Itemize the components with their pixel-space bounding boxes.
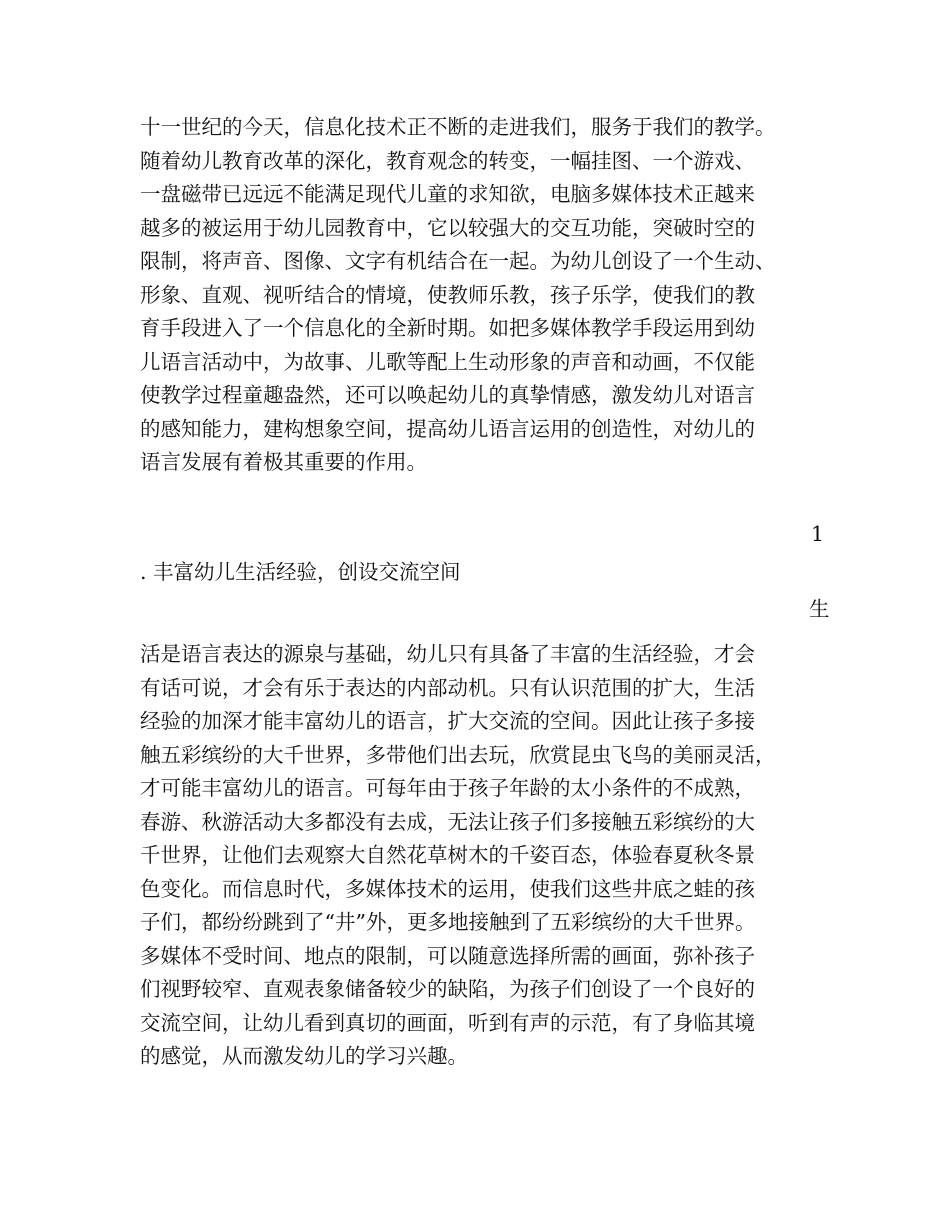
text-line: 的感知能力，建构想象空间，提高幼儿语言运用的创造性，对幼儿的 xyxy=(140,416,755,441)
text-line: 育手段进入了一个信息化的全新时期。如把多媒体教学手段运用到幼 xyxy=(140,316,755,340)
text-line: 春游、秋游活动大多都没有去成，无法让孩子们多接触五彩缤纷的大 xyxy=(140,809,755,834)
text-line: 活是语言表达的源泉与基础，幼儿只有具备了丰富的生活经验，才会 xyxy=(140,642,755,666)
section-heading: . 丰富幼儿生活经验，创设交流空间 xyxy=(140,560,461,584)
text-line: 限制，将声音、图像、文字有机结合在一起。为幼儿创设了一个生动、 xyxy=(140,249,776,273)
text-line: 触五彩缤纷的大千世界，多带他们出去玩，欣赏昆虫飞鸟的美丽灵活， xyxy=(140,742,776,767)
text-line: 多媒体不受时间、地点的限制，可以随意选择所需的画面，弥补孩子 xyxy=(140,943,755,968)
text-line: 子们，都纷纷跳到了“井”外，更多地接触到了五彩缤纷的大千世界。 xyxy=(140,910,756,934)
text-line: 才可能丰富幼儿的语言。可每年由于孩子年龄的太小条件的不成熟， xyxy=(140,776,755,800)
text-line: 使教学过程童趣盎然，还可以唤起幼儿的真挚情感，激发幼儿对语言 xyxy=(140,383,755,407)
text-line: 十一世纪的今天，信息化技术正不断的走进我们，服务于我们的教学。 xyxy=(140,115,776,139)
text-line: 形象、直观、视听结合的情境，使教师乐教，孩子乐学，使我们的教 xyxy=(140,282,755,307)
margin-character: 生 xyxy=(809,597,830,621)
paragraph-intro xyxy=(140,111,820,480)
text-line: 随着幼儿教育改革的深化，教育观念的转变，一幅挂图、一个游戏、 xyxy=(140,148,755,173)
text-line: 越多的被运用于幼儿园教育中，它以较强大的交互功能，突破时空的 xyxy=(140,215,755,240)
text-line: 色变化。而信息时代，多媒体技术的运用，使我们这些井底之蛙的孩 xyxy=(140,876,755,901)
text-line: 儿语言活动中，为故事、儿歌等配上生动形象的声音和动画，不仅能 xyxy=(140,349,755,374)
text-line: 交流空间，让幼儿看到真切的画面，听到有声的示范，有了身临其境 xyxy=(140,1010,755,1035)
text-line: 的感觉，从而激发幼儿的学习兴趣。 xyxy=(140,1044,468,1068)
text-line: 有话可说，才会有乐于表达的内部动机。只有认识范围的扩大，生活 xyxy=(140,675,755,700)
section-number: 1 xyxy=(811,522,825,546)
text-line: 一盘磁带已远远不能满足现代儿童的求知欲，电脑多媒体技术正越来 xyxy=(140,182,755,206)
paragraph-life-experience xyxy=(140,638,820,1074)
text-line: 语言发展有着极其重要的作用。 xyxy=(140,450,427,474)
text-line: 千世界，让他们去观察大自然花草树木的千姿百态，体验春夏秋冬景 xyxy=(140,843,755,867)
text-line: 们视野较窄、直观表象储备较少的缺陷，为孩子们创设了一个良好的 xyxy=(140,977,755,1001)
text-line: 经验的加深才能丰富幼儿的语言，扩大交流的空间。因此让孩子多接 xyxy=(140,709,755,733)
